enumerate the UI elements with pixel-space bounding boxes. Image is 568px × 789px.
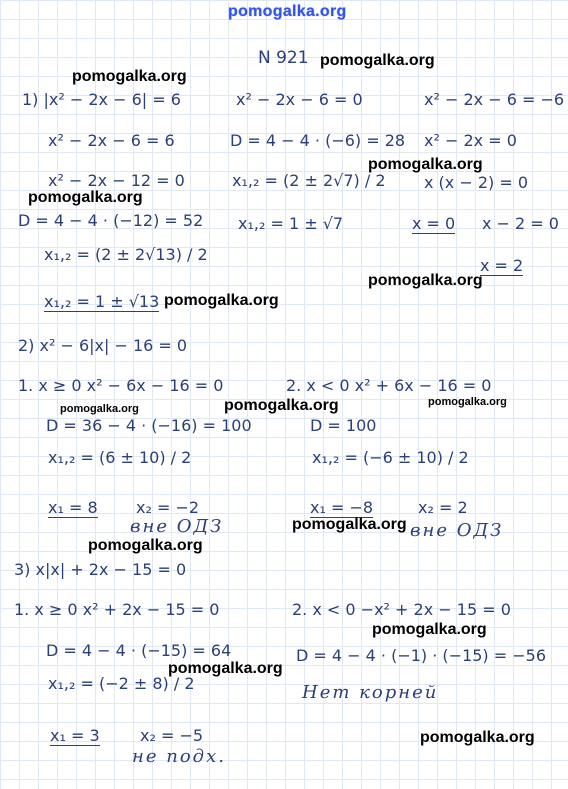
- exercise-number: N 921: [258, 48, 309, 68]
- watermark: pomogalka.org: [88, 537, 203, 554]
- watermark: pomogalka.org: [420, 729, 535, 746]
- problem-1-case-a-line-1: x² − 2x − 6 = 6: [48, 131, 175, 150]
- watermark: pomogalka.org: [60, 403, 139, 415]
- problem-1-equation: 1) |x² − 2x − 6| = 6: [22, 90, 181, 109]
- problem-2-case-1-line-4b: x₂ = −2: [136, 498, 200, 517]
- problem-1-case-b-line-3: x₁,₂ = (2 ± 2√7) / 2: [232, 171, 386, 190]
- watermark: pomogalka.org: [164, 292, 279, 309]
- problem-2-case-2-line-5: вне ОДЗ: [410, 520, 504, 541]
- problem-2-case-1-line-2: D = 36 − 4 · (−16) = 100: [46, 416, 252, 435]
- problem-1-case-c-line-4a: x = 0: [412, 214, 456, 233]
- problem-3-case-1-line-4b: x₂ = −5: [140, 726, 204, 745]
- problem-2-equation: 2) x² − 6|x| − 16 = 0: [18, 336, 188, 355]
- problem-3-case-1-line-5: не подх.: [132, 746, 226, 767]
- watermark: pomogalka.org: [368, 156, 483, 173]
- watermark: pomogalka.org: [28, 189, 143, 206]
- page-watermark-top: pomogalka.org: [228, 3, 347, 20]
- problem-2-case-2-line-2: D = 100: [310, 416, 377, 435]
- problem-3-equation: 3) x|x| + 2x − 15 = 0: [14, 560, 187, 579]
- problem-3-case-2-line-3: Нет корней: [302, 682, 439, 703]
- problem-1-case-b-line-2: D = 4 − 4 · (−6) = 28: [230, 131, 406, 150]
- problem-1-case-c-line-4b: x − 2 = 0: [482, 214, 559, 233]
- problem-1-case-b-line-1: x² − 2x − 6 = 0: [236, 90, 363, 109]
- problem-2-case-1-line-1: 1. x ≥ 0 x² − 6x − 16 = 0: [18, 376, 224, 395]
- watermark: pomogalka.org: [72, 68, 187, 85]
- watermark: pomogalka.org: [224, 397, 339, 414]
- problem-1-case-c-line-5: x = 2: [480, 256, 524, 275]
- watermark: pomogalka.org: [372, 621, 487, 638]
- problem-2-case-2-line-3: x₁,₂ = (−6 ± 10) / 2: [312, 448, 469, 467]
- problem-3-case-2-line-1: 2. x < 0 −x² + 2x − 15 = 0: [292, 600, 511, 619]
- problem-3-case-1-line-1: 1. x ≥ 0 x² + 2x − 15 = 0: [14, 600, 220, 619]
- problem-1-case-a-line-5: x₁,₂ = 1 ± √13: [44, 292, 160, 311]
- problem-1-case-c-line-2: x² − 2x = 0: [424, 131, 517, 150]
- problem-3-case-2-line-2: D = 4 − 4 · (−1) · (−15) = −56: [296, 646, 547, 665]
- problem-3-case-1-line-3: x₁,₂ = (−2 ± 8) / 2: [48, 674, 195, 693]
- problem-2-case-2-line-1: 2. x < 0 x² + 6x − 16 = 0: [286, 376, 492, 395]
- problem-2-case-1-line-5: вне ОДЗ: [130, 516, 224, 537]
- problem-1-case-a-line-4: x₁,₂ = (2 ± 2√13) / 2: [44, 245, 208, 264]
- problem-1-case-a-line-2: x² − 2x − 12 = 0: [48, 171, 185, 190]
- problem-2-case-1-line-4a: x₁ = 8: [48, 498, 98, 517]
- problem-1-case-a-line-3: D = 4 − 4 · (−12) = 52: [18, 211, 204, 230]
- watermark: pomogalka.org: [292, 516, 407, 533]
- problem-3-case-1-line-4a: x₁ = 3: [50, 726, 100, 745]
- watermark: pomogalka.org: [168, 660, 283, 677]
- problem-1-case-c-line-3: x (x − 2) = 0: [424, 173, 529, 192]
- problem-2-case-1-line-3: x₁,₂ = (6 ± 10) / 2: [48, 448, 192, 467]
- problem-3-case-1-line-2: D = 4 − 4 · (−15) = 64: [46, 641, 232, 660]
- watermark: pomogalka.org: [368, 272, 483, 289]
- problem-2-case-2-line-4b: x₂ = 2: [418, 498, 468, 517]
- watermark: pomogalka.org: [320, 52, 435, 69]
- watermark: pomogalka.org: [428, 396, 507, 408]
- problem-1-case-b-line-4: x₁,₂ = 1 ± √7: [238, 214, 344, 233]
- problem-1-case-c-line-1: x² − 2x − 6 = −6: [424, 90, 565, 109]
- problem-2-case-2-line-4a: x₁ = −8: [310, 498, 374, 517]
